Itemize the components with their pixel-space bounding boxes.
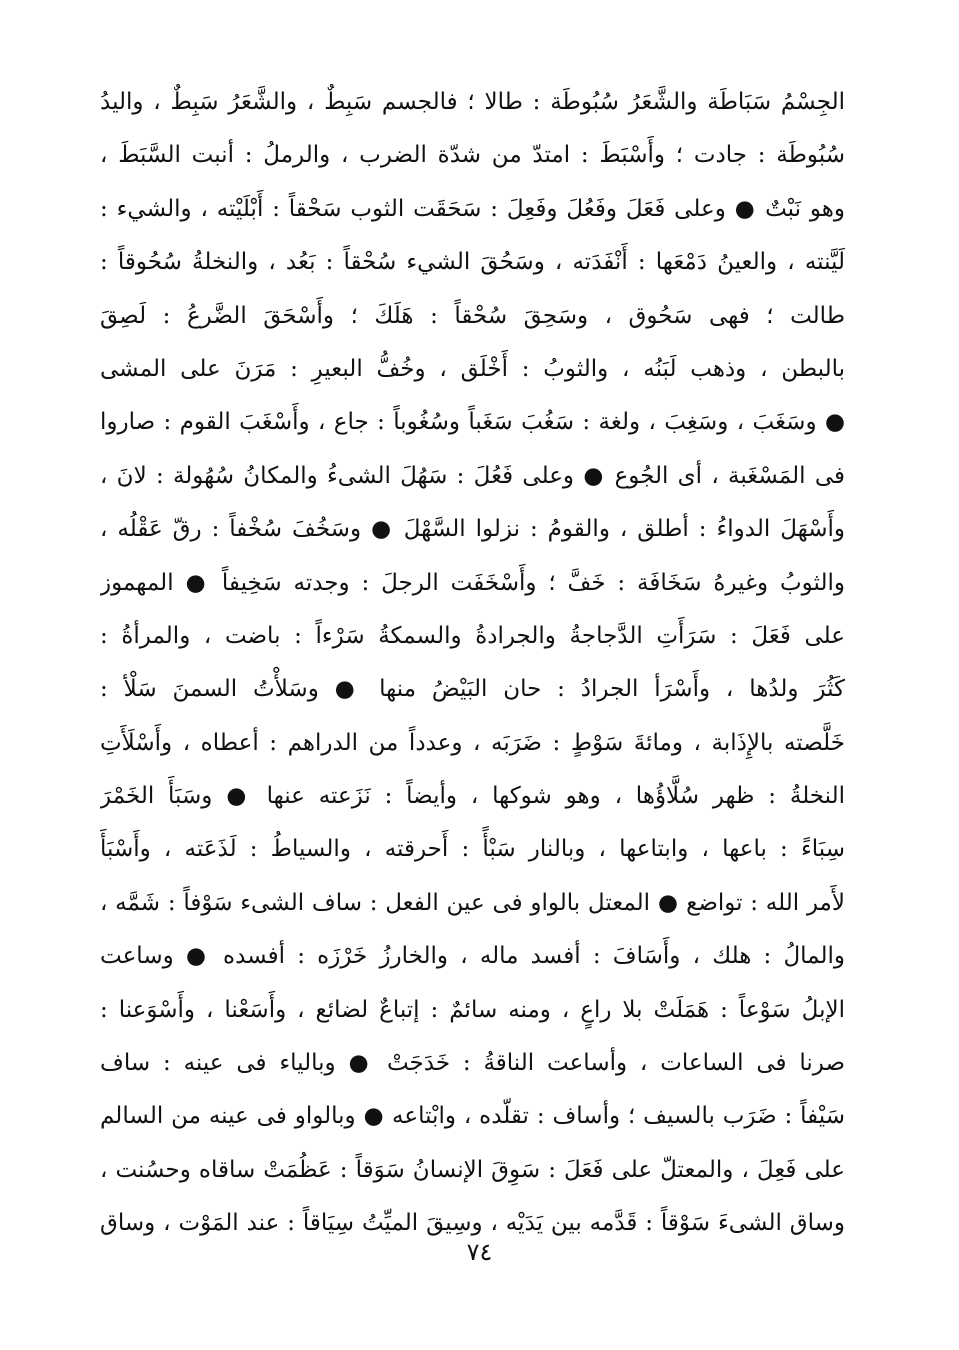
text-line: وهو نَبْتٌ ● وعلى فَعَلَ وفَعُلَ وفَعِلَ : سَحَقَت الثوب سَحْقاً : أَبْلَيْته ، والشيء : (100, 195, 845, 222)
text-line: ● وسَغَبَ ، وسَغِبَ ، ولغة : سَغُبَ سَغَباً وسُغُوباً : جاع ، وأَسْغَبَ القوم : صاروا (100, 409, 845, 436)
text-line: طالت ؛ فهى سَحُوق ، وسَحِقَ سُحْقاً : هَلَكَ ؛ وأَسْحَقَ الضَّرعُ : لَصِقَ (100, 302, 845, 329)
text-line: النخلةُ : ظهر سُلَّاؤُها ، وهو شوكها ، وأيضاً : نَزَعته عنها ● وسَبَأَ الخَمْرَ (100, 783, 845, 810)
page-number: ٧٤ (466, 1238, 493, 1266)
text-line: فى المَسْغَبة ، أى الجُوع ● وعلى فَعُلَ : سَهُلَ الشىءُ والمكانُ سُهُولة : لانَ ، (100, 462, 845, 489)
text-line: بالبطن ، وذهب لَبَنُه ، والثوبُ : أَخْلَق ، وخُفُّ البعيرِ : مَرَنَ على المشى (100, 355, 845, 382)
text-line: على فَعِلَ ، والمعتلّ على فَعَلَ : سَوِقَ الإنسانُ سَوَقاً : عَظُمَتْ ساقاه وحسُنت ، (100, 1156, 845, 1183)
text-line: وأَسْهَلَ الدواءُ : أطلق ، والقومُ : نزلوا السَّهْلَ ● وسَخُفَ سُخْفاً : رقّ عَقْلُه ، (100, 516, 845, 543)
text-line: سِبَاءً : باعها ، وابتاعها ، وبالنار سَبْأً : أَحرقته ، والسياطُ : لَذَعَته ، وأَسْبَأَ (100, 836, 845, 863)
text-line: سُبُوطَة : جادت ؛ وأَسْبَطَ : امتدّ من شدّة الضرب ، والرملُ : أنبت السَّبَطَ ، (100, 142, 845, 169)
text-line: على فَعَلَ : سَرَأَتِ الدَّجاجةُ والجرادةُ والسمكةُ سَرْءاً : باضت ، والمرأةُ : (100, 622, 845, 649)
text-line: صرنا فى الساعات ، وأساعت الناقةُ : خَدَجَتْ ● وبالياء فى عينه : ساف (100, 1050, 845, 1077)
text-line: لَيَّنته ، والعينُ دَمْعَها : أَنْفَدَته ، وسَحُقَ الشيء سُحْقاً : بَعُد ، والنخلةُ سُحُوقاً : (100, 249, 845, 276)
text-line: خَلَّصته بالإِذَابة ، ومائةَ سَوْطٍ : ضَرَبَه ، وعدداً من الدراهم : أعطاه ، وأَسْلَأَتِ (100, 729, 845, 756)
text-line: سَيْفاً : ضَرَب بالسيف ؛ وأساف : تقلّده ، وابْتاعه ● وبالواو فى عينه من السالم (100, 1103, 845, 1130)
text-line: الجِسْمُ سَبَاطَة والشَّعَرُ سُبُوطَة : طالا ؛ فالجسم سَبِطٌ ، والشَّعَرُ سَبِطٌ ، واليدُ (100, 89, 845, 115)
text-line: كَثُرَ ولدُها ، وأَسْرَأ الجرادُ : حان البَيْضُ منها ● وسَلأْتُ السمنَ سَلْأ : (100, 676, 845, 703)
text-line: والثوبُ وغيرهُ سَخَافَة : خَفَّ ؛ وأَسْخَفَت الرجلَ : وجدته سَخِيفاً ● المهموز (100, 569, 845, 596)
text-line: وساق الشىءَ سَوْقاً : قَدَّمه بين يَدَيْه ، وسِيقَ الميِّتُ سِيَاقاً : عند المَوْت ، وساق (100, 1210, 845, 1237)
text-line: الإبلُ سَوْعاً : هَمَلَتْ بلا راعٍ ، ومنه سائمٌ : إتباعٌ لضائع ، وأَسَعْنا ، وأَسْوَعنا : (100, 996, 845, 1023)
body-text (100, 76, 845, 1251)
text-line: لأَمر الله : تواضع ● المعتل بالواو فى عين الفعل : ساف الشىء سَوْفاً : شَمَّه ، (100, 889, 845, 916)
text-line: والمالُ : هلك ، وأَسَافَ : أفسد ماله ، والخارزُ خَرْزَه : أفسده ● وساعت (100, 943, 845, 970)
